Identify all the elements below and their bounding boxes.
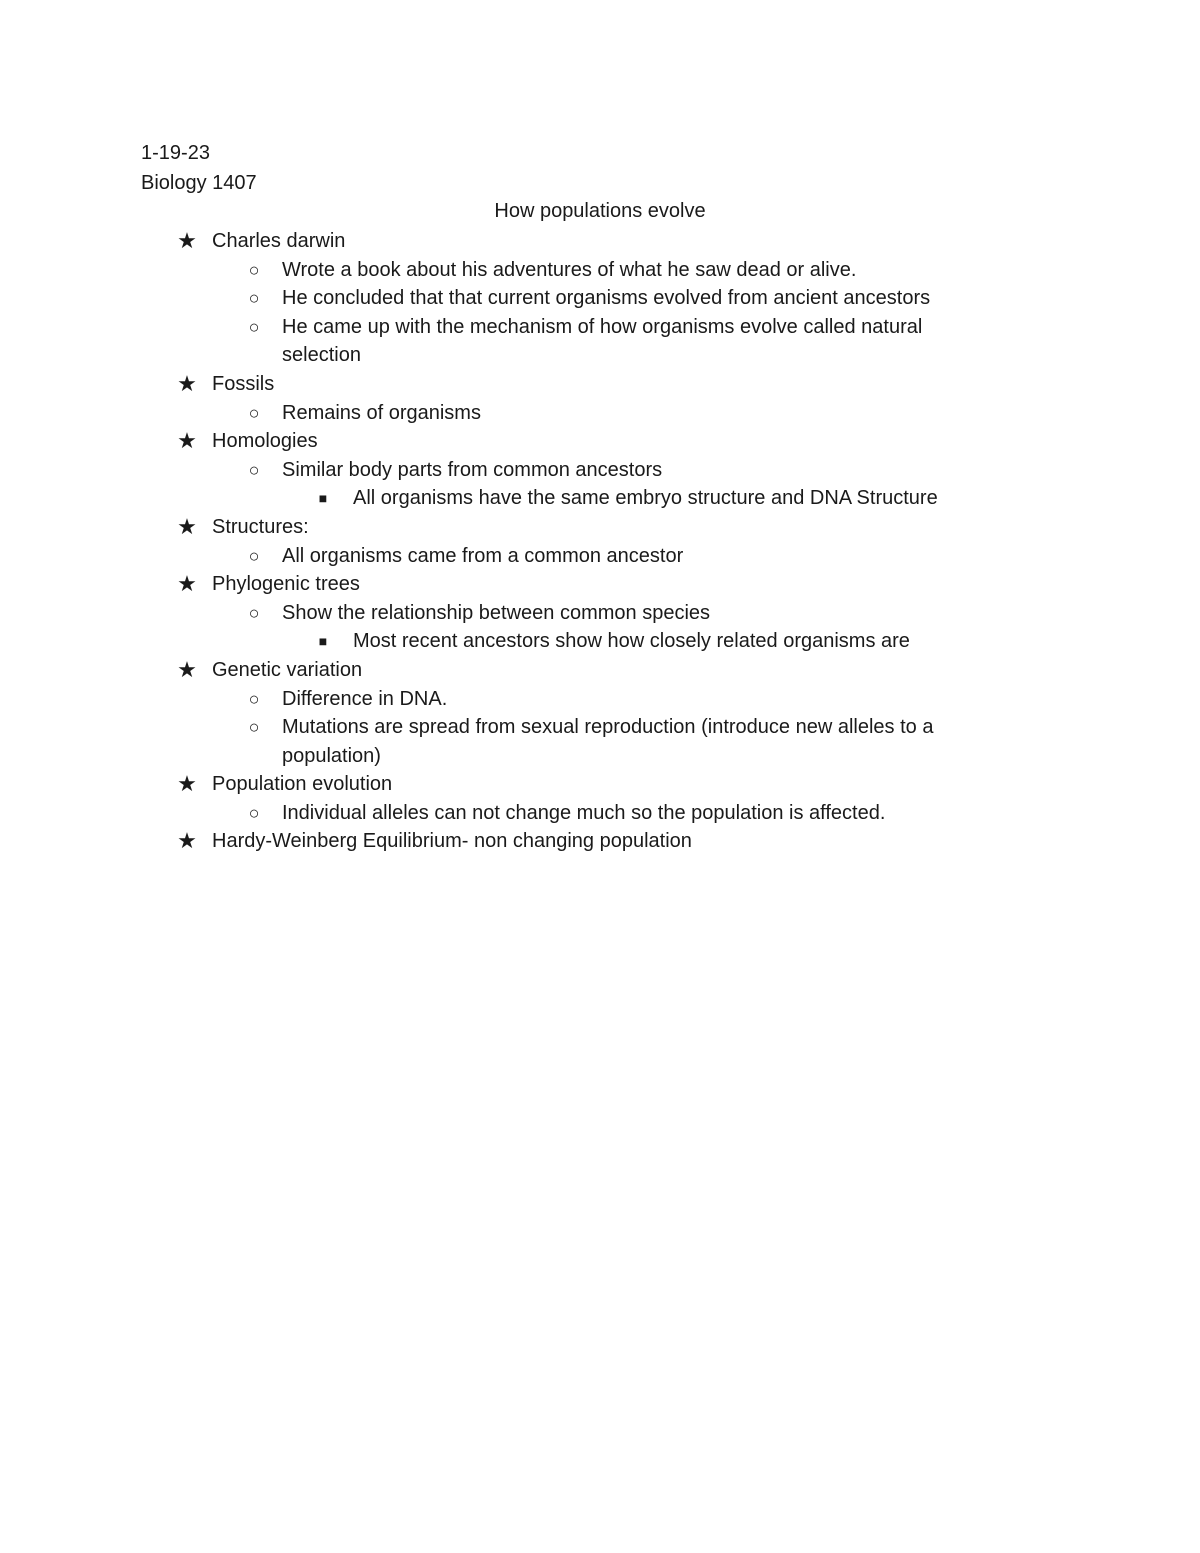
circle-bullet-icon: ○ (248, 717, 260, 738)
list-item (0, 341, 1200, 370)
star-bullet-icon: ★ (177, 370, 197, 396)
list-item (0, 256, 1200, 285)
circle-bullet-icon: ○ (248, 802, 260, 823)
star-bullet-icon: ★ (177, 228, 197, 253)
list-item-text: All organisms have the same embryo structure and DNA Structure (353, 487, 938, 510)
list-item-text: Phylogenic trees (212, 573, 360, 596)
notes-list (0, 227, 1200, 856)
list-item-text: Fossils (212, 372, 275, 395)
list-item (0, 742, 1200, 771)
list-item-text: He came up with the mechanism of how organisms evolve called natural (282, 315, 923, 338)
list-item-text: Genetic variation (212, 658, 363, 681)
circle-bullet-icon: ○ (248, 688, 260, 709)
list-item-text: Hardy-Weinberg Equilibrium- non changing population (212, 830, 692, 853)
list-item (0, 227, 1200, 256)
list-item-text: Wrote a book about his adventures of what he saw dead or alive. (282, 258, 857, 281)
square-bullet-icon: ■ (318, 490, 328, 507)
star-bullet-icon: ★ (177, 428, 197, 454)
list-item (0, 370, 1200, 399)
list-item (0, 542, 1200, 571)
list-item-text: Structures: (212, 515, 309, 538)
list-item (0, 456, 1200, 485)
list-item (0, 570, 1200, 599)
list-item-text: selection (282, 344, 361, 367)
circle-bullet-icon: ○ (248, 288, 260, 309)
list-item (0, 284, 1200, 313)
star-bullet-icon: ★ (177, 571, 197, 597)
page-title: How populations evolve (494, 200, 706, 222)
list-item (0, 627, 1200, 656)
list-item (0, 656, 1200, 685)
list-item (0, 799, 1200, 828)
list-item (0, 484, 1200, 513)
list-item-text: Homologies (212, 430, 318, 453)
list-item-text: Show the relationship between common species (282, 601, 711, 624)
course-line: Biology 1407 (141, 172, 257, 194)
list-item (0, 399, 1200, 428)
list-item-text: Remains of organisms (282, 401, 481, 424)
square-bullet-icon: ■ (318, 633, 328, 650)
list-item-text: Population evolution (212, 773, 393, 796)
list-item (0, 685, 1200, 714)
star-bullet-icon: ★ (177, 771, 197, 797)
list-item (0, 427, 1200, 456)
star-bullet-icon: ★ (177, 828, 197, 854)
date-line: 1-19-23 (141, 142, 210, 164)
list-item-text: Mutations are spread from sexual reproduction (introduce new alleles to a (282, 716, 934, 739)
list-item-text: Individual alleles can not change much so the population is affected. (282, 801, 886, 824)
circle-bullet-icon: ○ (248, 602, 260, 623)
list-item (0, 313, 1200, 342)
list-item-text: Difference in DNA. (282, 687, 448, 710)
list-item-text: All organisms came from a common ancestor (282, 544, 684, 567)
list-item (0, 827, 1200, 856)
list-item-text: He concluded that that current organisms evolved from ancient ancestors (282, 287, 931, 310)
list-item (0, 713, 1200, 742)
list-item-text: Most recent ancestors show how closely related organisms are (353, 630, 910, 653)
star-bullet-icon: ★ (177, 656, 197, 682)
star-bullet-icon: ★ (177, 513, 197, 539)
list-item-text: population) (282, 744, 381, 767)
list-item (0, 513, 1200, 542)
circle-bullet-icon: ○ (248, 545, 260, 566)
circle-bullet-icon: ○ (248, 459, 260, 480)
circle-bullet-icon: ○ (248, 316, 260, 337)
list-item-text: Charles darwin (212, 230, 346, 252)
circle-bullet-icon: ○ (248, 259, 260, 280)
list-item (0, 599, 1200, 628)
list-item (0, 770, 1200, 799)
list-item-text: Similar body parts from common ancestors (282, 458, 663, 481)
circle-bullet-icon: ○ (248, 402, 260, 423)
